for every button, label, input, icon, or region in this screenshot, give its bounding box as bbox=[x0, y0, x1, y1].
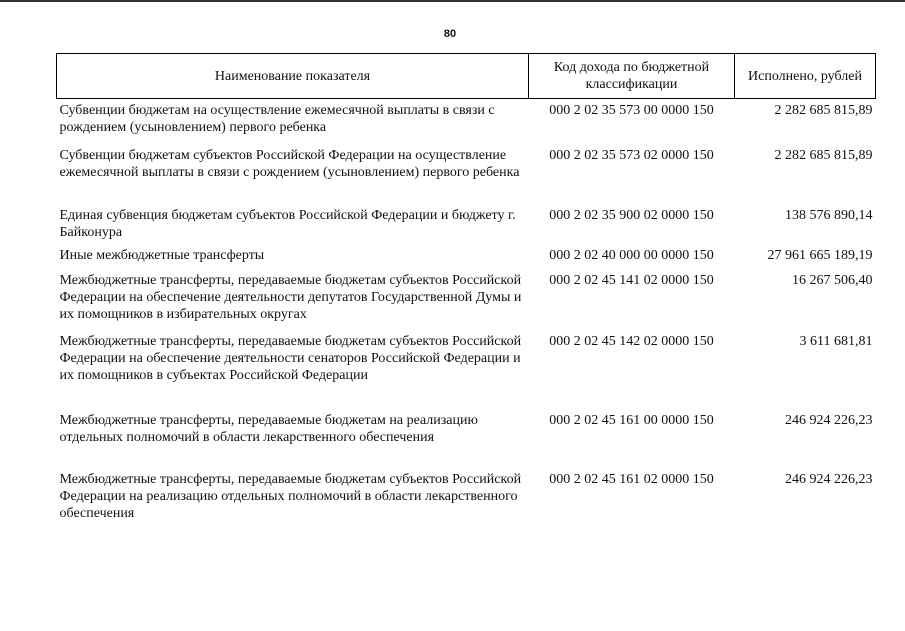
row-code: 000 2 02 35 900 02 0000 150 bbox=[549, 208, 714, 223]
row-name: Межбюджетные трансферты, передаваемые бюджетам субъектов Российской Федерации на обеспечение деятельности депутатов Государственной Думы и их помощников в избирательных округах bbox=[59, 273, 522, 322]
header-amount: Исполнено, рублей bbox=[735, 54, 876, 99]
page-top-rule bbox=[0, 0, 905, 2]
row-amount: 246 924 226,23 bbox=[785, 413, 873, 428]
page-number: 80 bbox=[443, 28, 457, 40]
table-body bbox=[57, 99, 876, 523]
table-row bbox=[57, 264, 876, 325]
budget-revenue-table bbox=[56, 53, 876, 522]
row-amount: 246 924 226,23 bbox=[785, 472, 873, 487]
row-name: Субвенции бюджетам субъектов Российской Федерации на осуществление ежемесячной выплаты в связи с рождением (усыновлением) первого ребенка bbox=[59, 148, 520, 180]
row-amount: 27 961 665 189,19 bbox=[767, 248, 873, 263]
row-name: Иные межбюджетные трансферты bbox=[59, 248, 265, 263]
row-name: Единая субвенция бюджетам субъектов Российской Федерации и бюджету г. Байконура bbox=[59, 208, 516, 240]
row-amount: 138 576 890,14 bbox=[785, 208, 873, 223]
table-header bbox=[57, 54, 876, 99]
table-row bbox=[57, 460, 876, 522]
row-code: 000 2 02 35 573 02 0000 150 bbox=[549, 148, 714, 163]
row-code: 000 2 02 45 161 00 0000 150 bbox=[549, 413, 714, 428]
table-row bbox=[57, 138, 876, 198]
row-code: 000 2 02 35 573 00 0000 150 bbox=[549, 103, 714, 118]
row-code: 000 2 02 45 141 02 0000 150 bbox=[549, 273, 714, 288]
table-row bbox=[57, 325, 876, 401]
header-code: Код дохода по бюджетной классификации bbox=[529, 54, 735, 99]
row-amount: 16 267 506,40 bbox=[792, 273, 873, 288]
row-amount: 3 611 681,81 bbox=[799, 334, 873, 349]
row-code: 000 2 02 45 142 02 0000 150 bbox=[549, 334, 714, 349]
table-row bbox=[57, 401, 876, 460]
table-row bbox=[57, 198, 876, 241]
header-row bbox=[57, 54, 876, 99]
row-amount: 2 282 685 815,89 bbox=[774, 103, 873, 118]
table-row bbox=[57, 99, 876, 139]
row-name: Межбюджетные трансферты, передаваемые бюджетам на реализацию отдельных полномочий в области лекарственного обеспечения bbox=[59, 413, 478, 445]
row-name: Субвенции бюджетам на осуществление ежемесячной выплаты в связи с рождением (усыновлением) первого ребенка bbox=[59, 103, 495, 135]
row-code: 000 2 02 45 161 02 0000 150 bbox=[549, 472, 714, 487]
row-name: Межбюджетные трансферты, передаваемые бюджетам субъектов Российской Федерации на реализацию отдельных полномочий в области лекарственного обеспечения bbox=[59, 472, 522, 521]
header-name: Наименование показателя bbox=[57, 54, 529, 99]
row-name: Межбюджетные трансферты, передаваемые бюджетам субъектов Российской Федерации на обеспечение деятельности сенаторов Российской Федерации и их помощников в субъектах Российской Федерации bbox=[59, 334, 522, 383]
table-row bbox=[57, 241, 876, 264]
row-amount: 2 282 685 815,89 bbox=[774, 148, 873, 163]
row-code: 000 2 02 40 000 00 0000 150 bbox=[549, 248, 714, 263]
